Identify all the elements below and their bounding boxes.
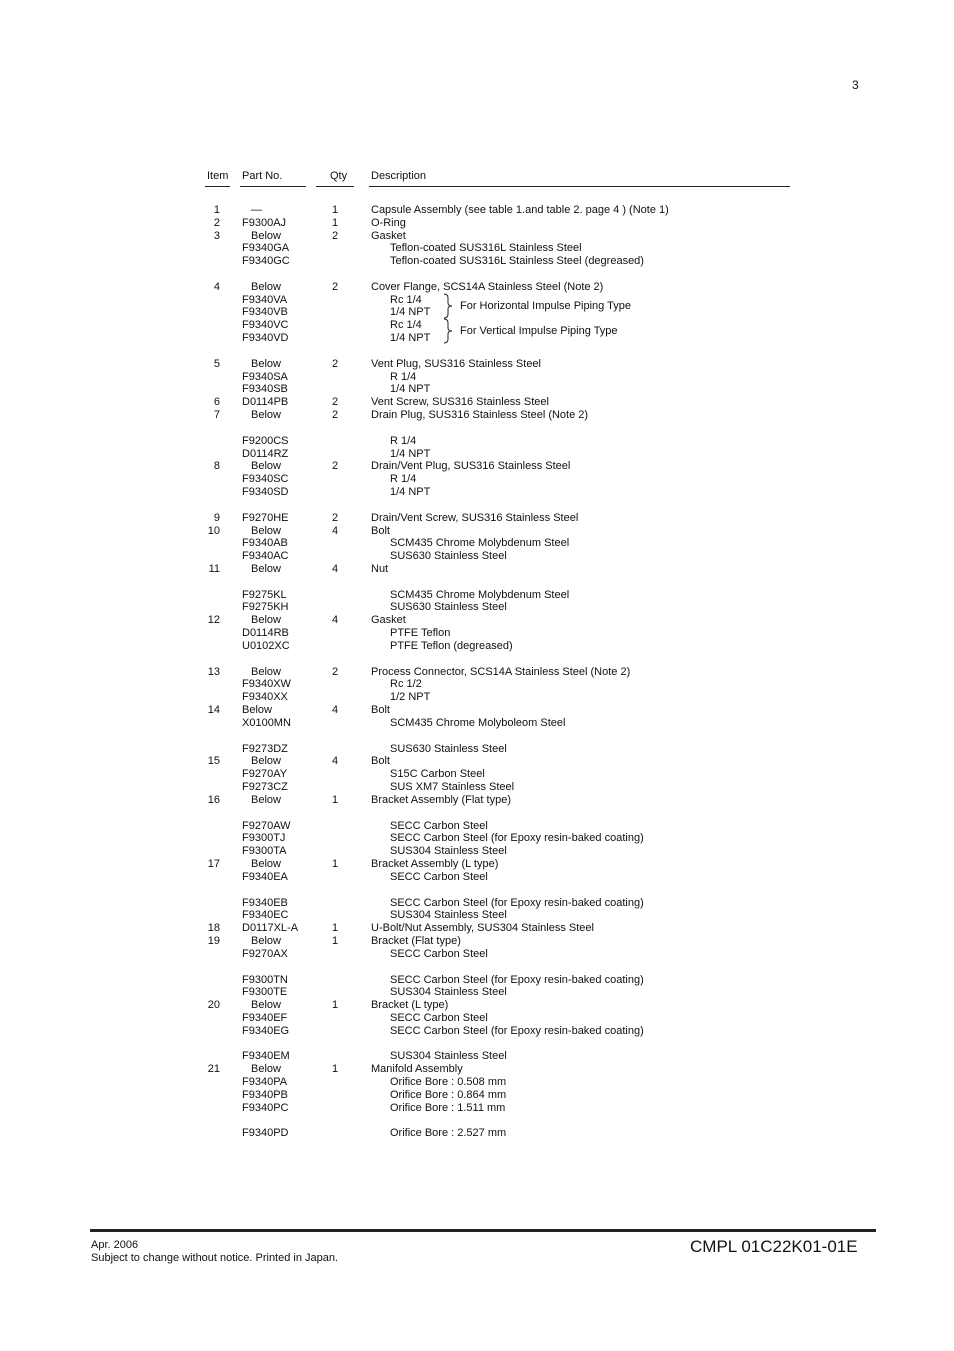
part-number: F9270HE (242, 512, 289, 524)
brace-label: For Vertical Impulse Piping Type (460, 325, 618, 337)
item-number: 13 (207, 666, 220, 678)
part-number: F9200CS (242, 435, 289, 447)
quantity: 1 (332, 858, 339, 870)
part-number: F9340PD (242, 1127, 289, 1139)
footer-date: Apr. 2006 (91, 1239, 139, 1251)
item-number: 9 (213, 512, 220, 524)
part-number: Below (251, 755, 281, 767)
item-number: 16 (207, 794, 220, 806)
description: Rc 1/2 (390, 678, 422, 690)
document-id: CMPL 01C22K01-01E (690, 1237, 858, 1256)
description: SCM435 Chrome Molybdenum Steel (390, 589, 570, 601)
quantity: 1 (332, 935, 339, 947)
description: O-Ring (371, 217, 406, 229)
description: Orifice Bore : 1.511 mm (390, 1102, 506, 1114)
quantity: 2 (332, 358, 339, 370)
part-number: D0114PB (242, 396, 289, 408)
part-number: F9340PA (242, 1076, 288, 1088)
part-number: Below (251, 358, 281, 370)
part-number: F9270AX (242, 948, 288, 960)
item-number: 14 (207, 704, 220, 716)
description: 1/4 NPT (390, 383, 431, 395)
part-number: X0100MN (242, 717, 291, 729)
description: SECC Carbon Steel (390, 871, 488, 883)
description: 1/4 NPT (390, 448, 431, 460)
description: Nut (371, 563, 389, 575)
item-number: 11 (208, 563, 220, 575)
part-number: F9275KL (242, 589, 287, 601)
header-description: Description (371, 170, 427, 182)
item-number: 17 (207, 858, 220, 870)
description: 1/4 NPT (390, 306, 431, 318)
part-number: D0117XL-A (242, 922, 299, 934)
part-number: Below (251, 409, 281, 421)
part-number: Below (251, 1063, 281, 1075)
part-number: Below (251, 666, 281, 678)
description: Bracket Assembly (L type) (371, 858, 499, 870)
part-number: F9300TE (242, 986, 288, 998)
part-number: F9340EG (242, 1025, 290, 1037)
description: Orifice Bore : 0.864 mm (390, 1089, 507, 1101)
quantity: 1 (332, 922, 339, 934)
part-number: F9270AW (242, 820, 291, 832)
quantity: 4 (332, 704, 339, 716)
part-number: F9270AY (242, 768, 288, 780)
item-number: 5 (213, 358, 220, 370)
item-number: 4 (213, 281, 220, 293)
description: Orifice Bore : 0.508 mm (390, 1076, 507, 1088)
item-number: 3 (213, 230, 220, 242)
description: Process Connector, SCS14A Stainless Steel (Note 2) (371, 666, 631, 678)
part-number: F9340SC (242, 473, 289, 485)
header-part-no: Part No. (242, 170, 283, 182)
part-number: Below (251, 460, 281, 472)
item-number: 6 (213, 396, 220, 408)
description: Gasket (371, 230, 406, 242)
description: PTFE Teflon (390, 627, 451, 639)
part-number: F9300AJ (242, 217, 287, 229)
description: Orifice Bore : 2.527 mm (390, 1127, 507, 1139)
part-number: D0114RZ (242, 448, 289, 460)
item-number: 8 (213, 460, 220, 472)
description: 1/4 NPT (390, 332, 431, 344)
part-number: F9300TA (242, 845, 287, 857)
quantity: 2 (332, 512, 339, 524)
description: Teflon-coated SUS316L Stainless Steel (390, 242, 582, 254)
part-number: Below (251, 563, 281, 575)
item-number: 10 (207, 525, 220, 537)
item-number: 1 (213, 204, 220, 216)
quantity: 2 (332, 230, 339, 242)
description: Capsule Assembly (see table 1.and table 2. page 4 ) (Note 1) (371, 204, 669, 216)
description: Bracket (Flat type) (371, 935, 461, 947)
part-number: Below (242, 704, 272, 716)
page-number: 3 (852, 78, 859, 92)
quantity: 4 (332, 563, 339, 575)
part-number: F9340SA (242, 371, 288, 383)
description: R 1/4 (390, 435, 417, 447)
quantity: 2 (332, 281, 339, 293)
part-number: F9340VA (242, 294, 288, 306)
item-number: 18 (207, 922, 220, 934)
description: SCM435 Chrome Molybdenum Steel (390, 537, 570, 549)
part-number: F9340GA (242, 242, 290, 254)
description: Drain Plug, SUS316 Stainless Steel (Note 2) (371, 409, 589, 421)
description: SECC Carbon Steel (for Epoxy resin-baked coating) (390, 1025, 644, 1037)
description: SUS XM7 Stainless Steel (390, 781, 515, 793)
header-qty: Qty (330, 170, 348, 182)
description: Bolt (371, 704, 390, 716)
quantity: 1 (332, 204, 339, 216)
quantity: 2 (332, 396, 339, 408)
description: Manifold Assembly (371, 1063, 463, 1075)
description: SUS304 Stainless Steel (390, 986, 507, 998)
description: U-Bolt/Nut Assembly, SUS304 Stainless Steel (371, 922, 594, 934)
item-number: 19 (207, 935, 220, 947)
description: Cover Flange, SCS14A Stainless Steel (Note 2) (371, 281, 604, 293)
part-number: F9300TJ (242, 832, 286, 844)
brace-icon (443, 318, 455, 344)
quantity: 1 (332, 1063, 339, 1075)
description: Drain/Vent Plug, SUS316 Stainless Steel (371, 460, 571, 472)
item-number: 2 (213, 217, 220, 229)
description: SCM435 Chrome Molyboleom Steel (390, 717, 566, 729)
brace-icon (443, 293, 455, 319)
part-number: Below (251, 614, 281, 626)
description: Vent Screw, SUS316 Stainless Steel (371, 396, 549, 408)
description: Bolt (371, 525, 390, 537)
item-number: 15 (207, 755, 220, 767)
part-number: Below (251, 794, 281, 806)
part-number: F9273CZ (242, 781, 288, 793)
part-number: D0114RB (242, 627, 289, 639)
description: SUS304 Stainless Steel (390, 1050, 507, 1062)
part-number: Below (251, 230, 281, 242)
description: SECC Carbon Steel (for Epoxy resin-baked coating) (390, 897, 644, 909)
quantity: 4 (332, 525, 339, 537)
footer-notice: Subject to change without notice. Printed in Japan. (91, 1252, 339, 1264)
part-number: F9340AB (242, 537, 288, 549)
part-number: F9340PB (242, 1089, 288, 1101)
part-number: Below (251, 858, 281, 870)
description: S15C Carbon Steel (390, 768, 485, 780)
description: R 1/4 (390, 473, 417, 485)
quantity: 1 (332, 794, 339, 806)
description: Rc 1/4 (390, 319, 422, 331)
brace-label: For Horizontal Impulse Piping Type (460, 300, 631, 312)
part-number: F9273DZ (242, 743, 288, 755)
part-number: F9340EA (242, 871, 288, 883)
header-item: Item (207, 170, 229, 182)
part-number: F9340SD (242, 486, 289, 498)
part-number: — (251, 204, 262, 216)
part-number: F9340VD (242, 332, 289, 344)
part-number: F9340PC (242, 1102, 289, 1114)
description: SUS630 Stainless Steel (390, 743, 507, 755)
item-number: 12 (207, 614, 220, 626)
item-number: 21 (207, 1063, 220, 1075)
description: 1/2 NPT (390, 691, 431, 703)
description: Bracket (L type) (371, 999, 449, 1011)
description: SECC Carbon Steel (390, 820, 488, 832)
description: Rc 1/4 (390, 294, 422, 306)
quantity: 2 (332, 666, 339, 678)
brace-path (444, 319, 452, 343)
description: Bolt (371, 755, 390, 767)
part-number: Below (251, 281, 281, 293)
part-number: F9340AC (242, 550, 289, 562)
item-number: 7 (213, 409, 220, 421)
part-number: Below (251, 935, 281, 947)
part-number: F9340EM (242, 1050, 290, 1062)
part-number: Below (251, 999, 281, 1011)
part-number: F9340GC (242, 255, 290, 267)
quantity: 2 (332, 460, 339, 472)
part-number: U0102XC (242, 640, 290, 652)
description: SECC Carbon Steel (for Epoxy resin-baked coating) (390, 974, 644, 986)
description: SUS304 Stainless Steel (390, 909, 507, 921)
part-number: F9275KH (242, 601, 289, 613)
quantity: 4 (332, 614, 339, 626)
part-number: F9340XX (242, 691, 288, 703)
description: R 1/4 (390, 371, 417, 383)
part-number: F9340EC (242, 909, 289, 921)
description: Bracket Assembly (Flat type) (371, 794, 511, 806)
part-number: F9300TN (242, 974, 288, 986)
item-number: 20 (207, 999, 220, 1011)
description: SUS630 Stainless Steel (390, 550, 507, 562)
description: SECC Carbon Steel (390, 1012, 488, 1024)
part-number: F9340XW (242, 678, 291, 690)
description: PTFE Teflon (degreased) (390, 640, 513, 652)
description: Vent Plug, SUS316 Stainless Steel (371, 358, 541, 370)
description: SUS630 Stainless Steel (390, 601, 507, 613)
part-number: F9340SB (242, 383, 288, 395)
footer-rule (90, 1229, 876, 1232)
description: Drain/Vent Screw, SUS316 Stainless Steel (371, 512, 579, 524)
description: Gasket (371, 614, 406, 626)
description: SECC Carbon Steel (for Epoxy resin-baked coating) (390, 832, 644, 844)
quantity: 2 (332, 409, 339, 421)
description: Teflon-coated SUS316L Stainless Steel (degreased) (390, 255, 644, 267)
quantity: 1 (332, 999, 339, 1011)
brace-path (444, 294, 452, 318)
part-number: F9340EB (242, 897, 288, 909)
part-number: Below (251, 525, 281, 537)
quantity: 1 (332, 217, 339, 229)
description: SUS304 Stainless Steel (390, 845, 507, 857)
description: 1/4 NPT (390, 486, 431, 498)
part-number: F9340VC (242, 319, 289, 331)
description: SECC Carbon Steel (390, 948, 488, 960)
part-number: F9340VB (242, 306, 288, 318)
part-number: F9340EF (242, 1012, 288, 1024)
quantity: 4 (332, 755, 339, 767)
